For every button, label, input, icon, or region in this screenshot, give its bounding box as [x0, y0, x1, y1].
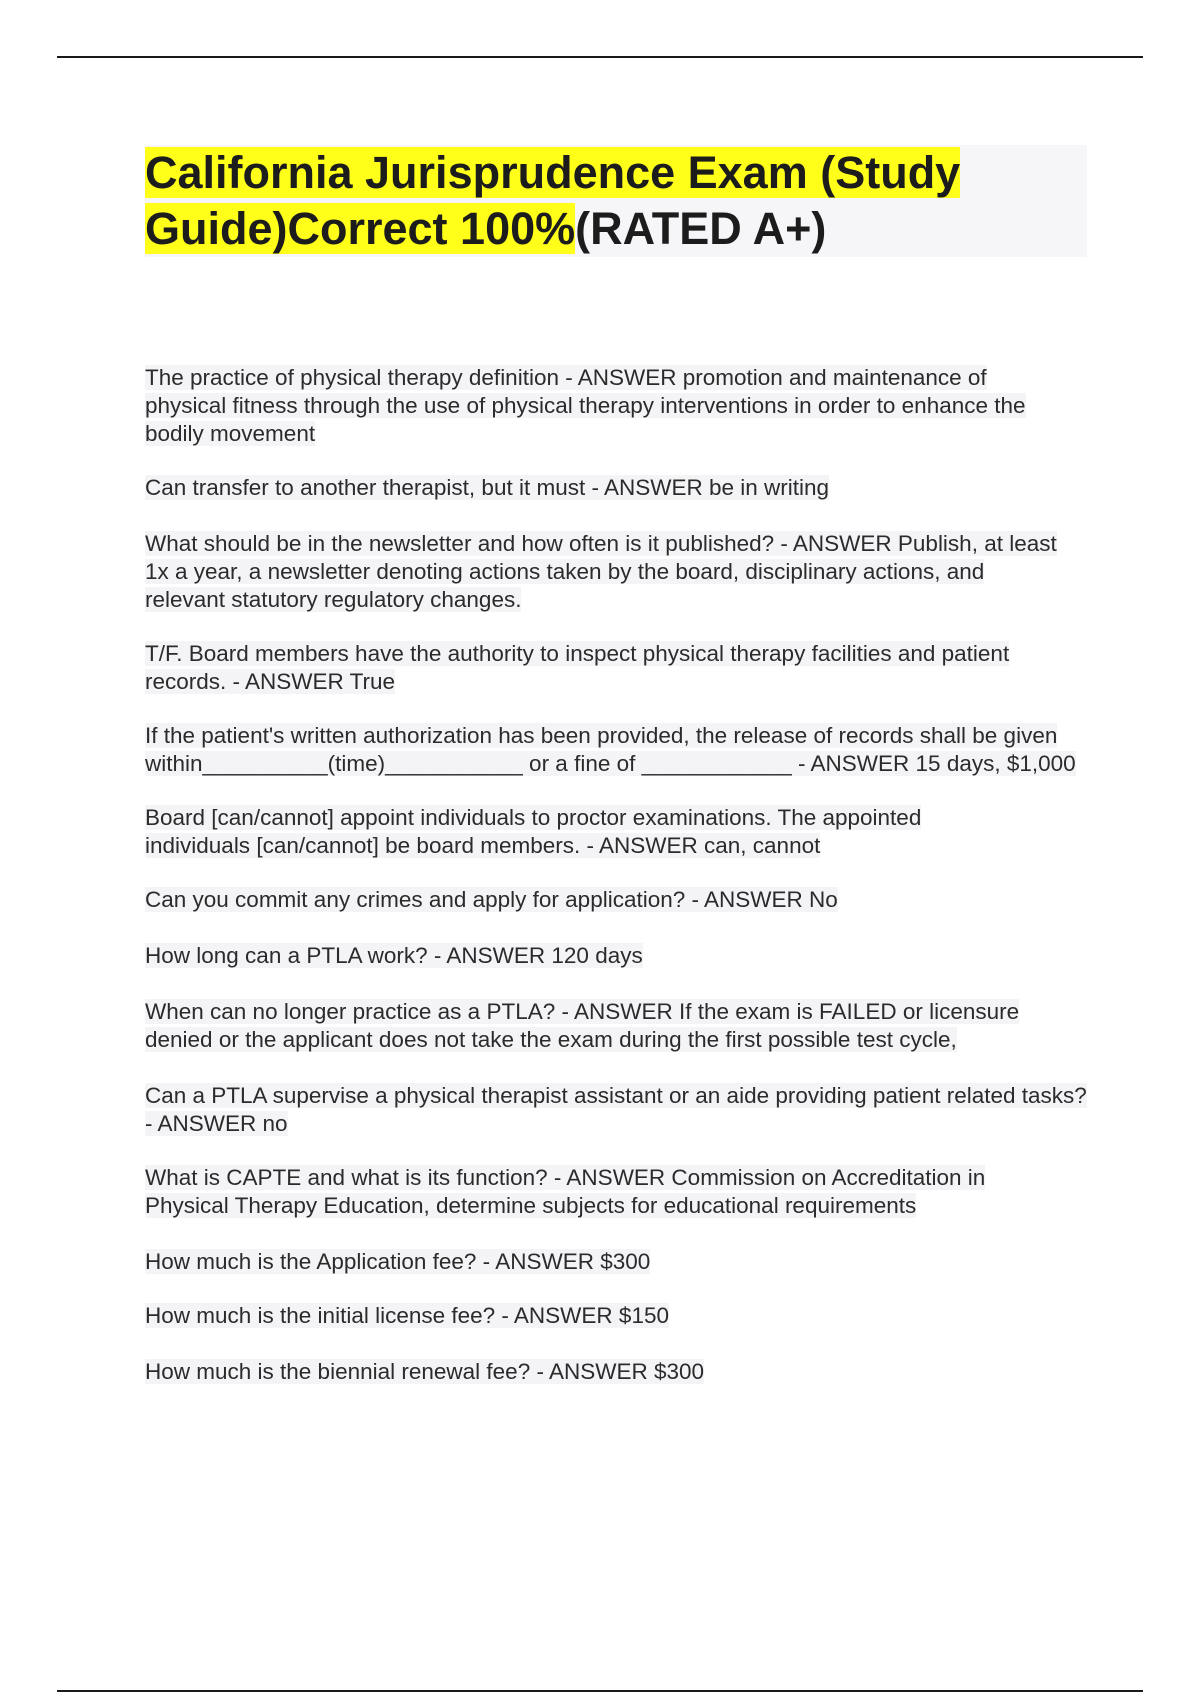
- qa-item: Board [can/cannot] appoint individuals to proctor examinations. The appointed individuals [can/cannot] be board members. - ANSWER can, cannot: [145, 805, 922, 858]
- qa-item: Can transfer to another therapist, but it must - ANSWER be in writing: [145, 475, 830, 500]
- qa-item: T/F. Board members have the authority to inspect physical therapy facilities and patient records. - ANSWER True: [145, 641, 1010, 694]
- qa-item: How much is the Application fee? - ANSWER $300: [145, 1249, 651, 1274]
- qa-item: What is CAPTE and what is its function? - ANSWER Commission on Accreditation in Physical Therapy Education, determine subjects for educational requirements: [145, 1165, 986, 1218]
- title-suffix: (RATED A+): [575, 203, 827, 254]
- title-highlight-line-1: California Jurisprudence Exam (Study: [145, 147, 961, 198]
- qa-item: When can no longer practice as a PTLA? - ANSWER If the exam is FAILED or licensure denied or the applicant does not take the exam during the first possible test cycle,: [145, 999, 1020, 1052]
- qa-item: How much is the biennial renewal fee? - ANSWER $300: [145, 1359, 705, 1384]
- page-top-rule: [57, 56, 1143, 58]
- document-title: [145, 145, 1087, 257]
- qa-item: The practice of physical therapy definition - ANSWER promotion and maintenance of physical fitness through the use of physical therapy interventions in order to enhance the bodily movement: [145, 365, 1026, 446]
- qa-list: [145, 364, 1095, 1386]
- page-bottom-rule: [57, 1690, 1143, 1692]
- document-title-block: [145, 145, 1087, 257]
- qa-item: If the patient's written authorization has been provided, the release of records shall be given within__________(time)___________ or a fine of ____________ - ANSWER 15 days, $1,000: [145, 723, 1076, 776]
- qa-item: How much is the initial license fee? - ANSWER $150: [145, 1303, 669, 1328]
- qa-item: What should be in the newsletter and how often is it published? - ANSWER Publish, at least 1x a year, a newsletter denoting actions taken by the board, disciplinary actions, and relevant statutory regulatory changes.: [145, 531, 1057, 612]
- qa-item: How long can a PTLA work? - ANSWER 120 days: [145, 943, 643, 968]
- qa-item: Can you commit any crimes and apply for application? - ANSWER No: [145, 887, 838, 912]
- title-highlight-line-2: Guide)Correct 100%: [145, 203, 576, 254]
- qa-item: Can a PTLA supervise a physical therapist assistant or an aide providing patient related tasks? - ANSWER no: [145, 1083, 1087, 1136]
